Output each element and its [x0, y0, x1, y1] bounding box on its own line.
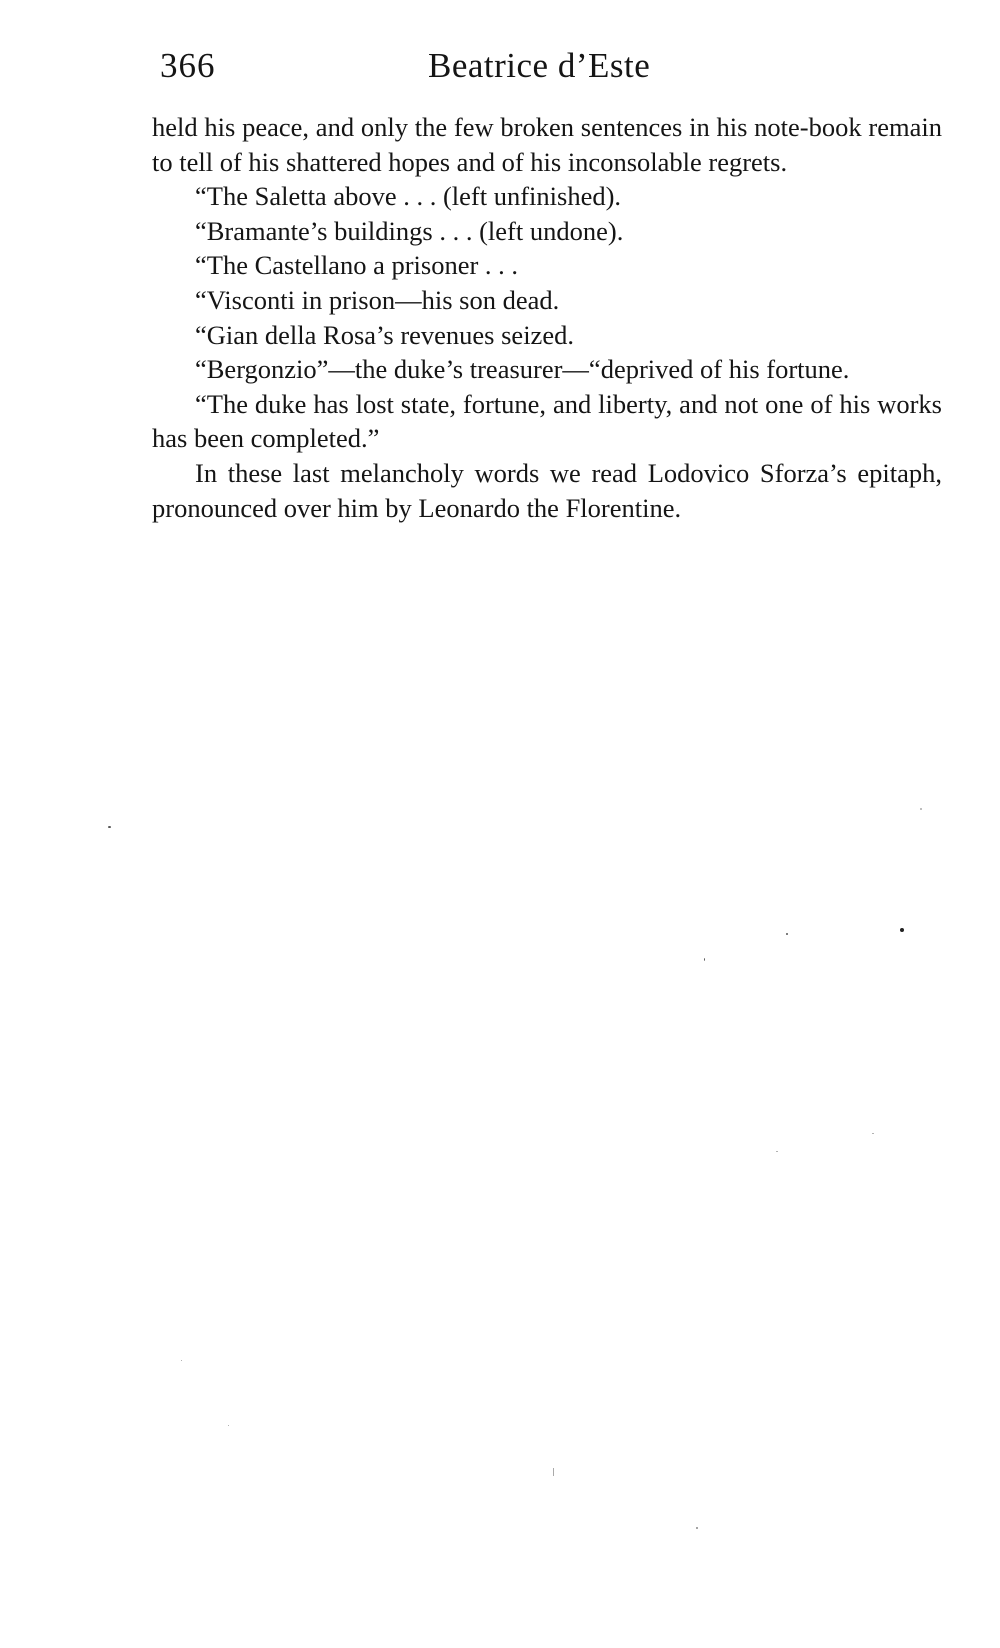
scan-speck — [696, 1527, 698, 1529]
scan-speck — [920, 808, 922, 810]
quoted-line: “Bramante’s buildings . . . (left undone). — [195, 215, 624, 246]
page-number: 366 — [160, 46, 216, 85]
body-text — [152, 110, 942, 525]
running-title: Beatrice d’Este — [428, 46, 651, 85]
scan-speck — [228, 1425, 229, 1426]
quoted-line: “Gian della Rosa’s revenues seized. — [195, 319, 574, 350]
quoted-line: “Visconti in prison—his son dead. — [195, 284, 560, 315]
scan-speck — [181, 1360, 182, 1361]
scan-speck — [108, 826, 111, 828]
paragraph: held his peace, and only the few broken sentences in his note-book remain to tell of his shattered hopes and of his inconsolable regrets. — [152, 112, 942, 177]
page-header — [152, 46, 942, 96]
quoted-line: “The duke has lost state, fortune, and liberty, and not one of his works has been completed.” — [152, 388, 942, 454]
scan-speck — [776, 1151, 778, 1152]
closing-paragraph: In these last melancholy words we read Lodovico Sforza’s epitaph, pronounced over him by Leonardo the Florentine. — [152, 457, 942, 523]
scan-speck — [900, 928, 904, 932]
quoted-line: “Bergonzio”—the duke’s treasurer—“deprived of his fortune. — [195, 354, 850, 385]
scan-speck — [704, 958, 705, 961]
quoted-line: “The Saletta above . . . (left unfinished). — [195, 181, 622, 212]
scan-speck — [553, 1468, 554, 1476]
scan-speck — [786, 933, 788, 935]
quoted-line: “The Castellano a prisoner . . . — [195, 250, 519, 281]
scan-speck — [872, 1133, 874, 1134]
